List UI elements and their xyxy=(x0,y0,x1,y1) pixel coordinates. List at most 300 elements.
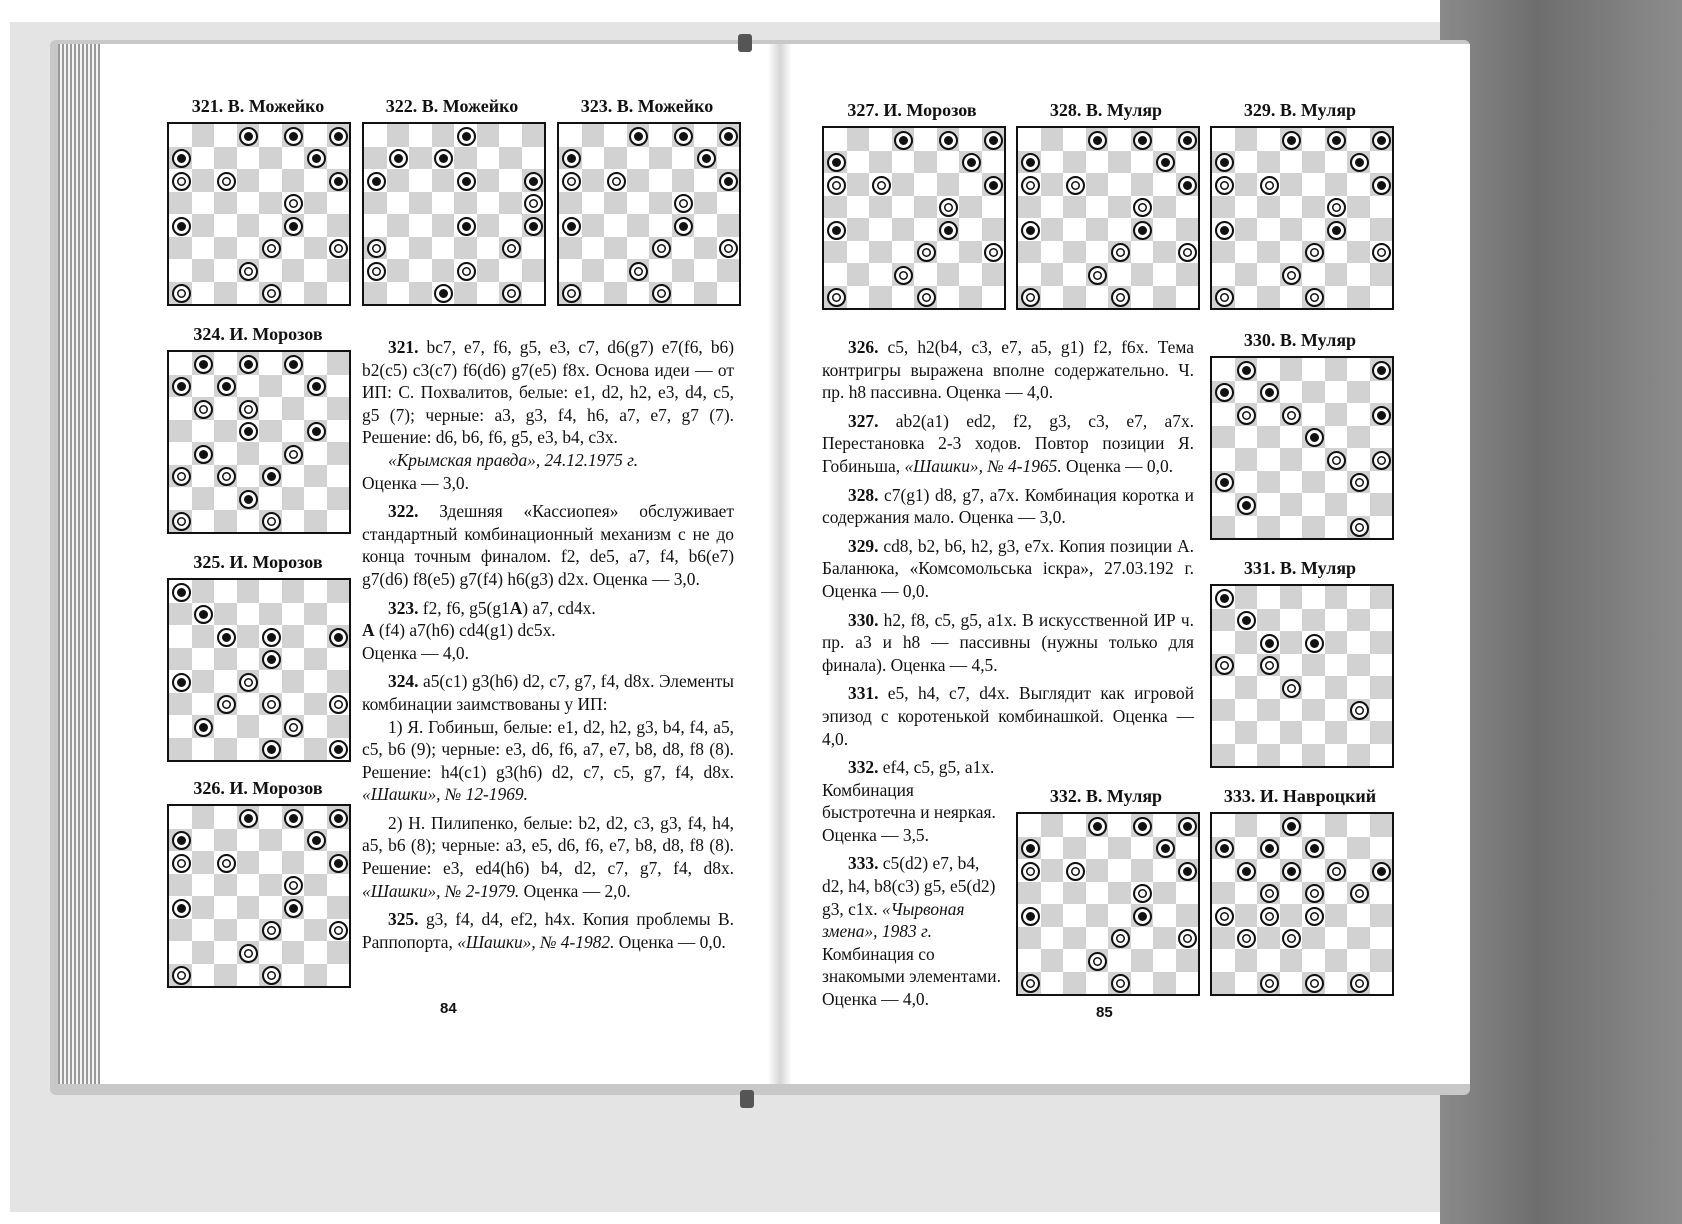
board-square xyxy=(1212,586,1235,609)
black-checker-icon xyxy=(457,127,476,146)
board-square xyxy=(1302,927,1325,950)
board-square xyxy=(259,625,282,648)
diagram-title-330: 330. В. Муляр xyxy=(1243,330,1357,350)
board-square xyxy=(1257,493,1280,516)
white-checker-icon xyxy=(1237,406,1256,425)
board-square xyxy=(169,806,192,829)
board-square xyxy=(1063,196,1086,219)
board-square xyxy=(1280,381,1303,404)
board-square xyxy=(627,237,650,260)
board-square xyxy=(237,919,260,942)
black-checker-icon xyxy=(1282,131,1301,150)
solution-body: ab2(a1) ed2, f2, g3, c3, e7, a7x. Перестановка 2-3 ходов. Повтор позиции Я. Гобиньша, xyxy=(822,410,1194,476)
white-checker-icon xyxy=(1215,907,1234,926)
board-square xyxy=(169,147,192,170)
board-square xyxy=(914,196,937,219)
board-square xyxy=(1153,151,1176,174)
white-checker-icon xyxy=(1066,862,1085,881)
board-square xyxy=(259,851,282,874)
board-square xyxy=(1235,837,1258,860)
board-square xyxy=(522,282,545,305)
board-square xyxy=(192,147,215,170)
board-square xyxy=(1235,721,1258,744)
board-square xyxy=(387,147,410,170)
board-square xyxy=(1086,814,1109,837)
board-square xyxy=(1280,128,1303,151)
board-square xyxy=(364,237,387,260)
board-square xyxy=(1347,676,1370,699)
board-square xyxy=(327,124,350,147)
board-square xyxy=(259,738,282,761)
board-square xyxy=(1235,676,1258,699)
board-square xyxy=(169,625,192,648)
board-square xyxy=(1347,949,1370,972)
board-square xyxy=(327,487,350,510)
board-square xyxy=(237,806,260,829)
board-332 xyxy=(1016,812,1200,996)
board-square xyxy=(1280,631,1303,654)
black-checker-icon xyxy=(1305,839,1324,858)
board-square xyxy=(582,282,605,305)
board-square xyxy=(1280,837,1303,860)
board-square xyxy=(327,169,350,192)
board-square xyxy=(259,693,282,716)
board-square xyxy=(1370,721,1393,744)
board-square xyxy=(1176,927,1199,950)
board-square xyxy=(1347,403,1370,426)
board-square xyxy=(672,282,695,305)
board-square xyxy=(477,192,500,215)
board-square xyxy=(192,648,215,671)
board-square xyxy=(304,510,327,533)
board-square xyxy=(192,169,215,192)
score: Комбинация со знакомыми элементами. Оценка — 4,0. xyxy=(822,943,1001,1009)
board-321 xyxy=(167,122,351,306)
board-square xyxy=(237,192,260,215)
board-square xyxy=(454,259,477,282)
board-square xyxy=(1086,859,1109,882)
black-checker-icon xyxy=(194,355,213,374)
black-checker-icon xyxy=(194,718,213,737)
white-checker-icon xyxy=(262,966,281,985)
board-square xyxy=(214,829,237,852)
solution-number: 329. xyxy=(848,535,879,556)
board-square xyxy=(1302,381,1325,404)
board-square xyxy=(499,282,522,305)
solution-number: 331. xyxy=(848,683,879,704)
board-square xyxy=(237,874,260,897)
board-square xyxy=(1325,151,1348,174)
board-square xyxy=(1131,173,1154,196)
board-square xyxy=(214,259,237,282)
board-square xyxy=(1370,196,1393,219)
board-square xyxy=(1302,218,1325,241)
board-square xyxy=(282,124,305,147)
board-square xyxy=(1347,128,1370,151)
board-square xyxy=(1235,972,1258,995)
board-square xyxy=(982,218,1005,241)
board-square xyxy=(1302,586,1325,609)
board-square xyxy=(237,851,260,874)
board-square xyxy=(1280,654,1303,677)
white-checker-icon xyxy=(239,400,258,419)
board-square xyxy=(1176,904,1199,927)
board-square xyxy=(1086,904,1109,927)
board-square xyxy=(169,851,192,874)
board-square xyxy=(214,941,237,964)
board-square xyxy=(1235,654,1258,677)
solution-325 xyxy=(362,908,734,953)
white-checker-icon xyxy=(284,194,303,213)
board-square xyxy=(1235,358,1258,381)
white-checker-icon xyxy=(1133,884,1152,903)
board-square xyxy=(1370,631,1393,654)
board-square xyxy=(1347,654,1370,677)
black-checker-icon xyxy=(1133,817,1152,836)
black-checker-icon xyxy=(172,149,191,168)
board-square xyxy=(282,603,305,626)
board-square xyxy=(1176,218,1199,241)
board-square xyxy=(1280,516,1303,539)
board-square xyxy=(282,648,305,671)
board-square xyxy=(649,282,672,305)
black-checker-icon xyxy=(1372,131,1391,150)
board-square xyxy=(282,192,305,215)
board-square xyxy=(1302,358,1325,381)
black-checker-icon xyxy=(457,217,476,236)
board-square xyxy=(672,259,695,282)
board-square xyxy=(604,169,627,192)
board-square xyxy=(627,259,650,282)
board-square xyxy=(937,263,960,286)
board-square xyxy=(1257,882,1280,905)
page-number-left: 84 xyxy=(440,1000,457,1017)
board-square xyxy=(192,625,215,648)
board-square xyxy=(1280,471,1303,494)
board-square xyxy=(1086,882,1109,905)
board-square xyxy=(1018,241,1041,264)
white-checker-icon xyxy=(217,172,236,191)
board-square xyxy=(1235,381,1258,404)
page-stack xyxy=(58,44,100,1084)
board-square xyxy=(1370,173,1393,196)
board-square xyxy=(304,169,327,192)
board-square xyxy=(214,693,237,716)
white-checker-icon xyxy=(329,921,348,940)
board-square xyxy=(327,465,350,488)
white-checker-icon xyxy=(1327,862,1346,881)
solution-number: 325. xyxy=(388,909,419,930)
board-square xyxy=(1370,586,1393,609)
board-square xyxy=(327,851,350,874)
board-square xyxy=(1176,173,1199,196)
board-square xyxy=(1176,882,1199,905)
board-square xyxy=(237,510,260,533)
black-checker-icon xyxy=(827,221,846,240)
board-square xyxy=(192,829,215,852)
board-square xyxy=(364,192,387,215)
board-square xyxy=(1235,814,1258,837)
board-square xyxy=(1153,814,1176,837)
board-square xyxy=(824,173,847,196)
white-checker-icon xyxy=(1350,518,1369,537)
board-square xyxy=(304,420,327,443)
board-square xyxy=(409,214,432,237)
board-square xyxy=(824,218,847,241)
board-square xyxy=(627,124,650,147)
board-square xyxy=(192,693,215,716)
board-square xyxy=(1018,151,1041,174)
black-checker-icon xyxy=(1156,839,1175,858)
board-square xyxy=(1131,859,1154,882)
board-square xyxy=(1108,904,1131,927)
white-checker-icon xyxy=(1111,929,1130,948)
white-checker-icon xyxy=(939,198,958,217)
black-checker-icon xyxy=(1178,817,1197,836)
board-square xyxy=(604,192,627,215)
board-square xyxy=(1018,196,1041,219)
board-square xyxy=(1257,263,1280,286)
board-square xyxy=(1302,448,1325,471)
board-square xyxy=(582,124,605,147)
board-square xyxy=(1257,403,1280,426)
board-square xyxy=(282,851,305,874)
board-square xyxy=(282,625,305,648)
board-square xyxy=(892,218,915,241)
board-square xyxy=(237,237,260,260)
black-checker-icon xyxy=(1372,406,1391,425)
board-square xyxy=(409,192,432,215)
board-square xyxy=(1325,814,1348,837)
board-square xyxy=(169,282,192,305)
white-checker-icon xyxy=(1237,929,1256,948)
board-square xyxy=(1325,927,1348,950)
board-square xyxy=(559,192,582,215)
board-square xyxy=(1176,241,1199,264)
board-square xyxy=(1176,949,1199,972)
board-square xyxy=(982,263,1005,286)
board-square xyxy=(169,192,192,215)
board-square xyxy=(169,237,192,260)
score: Оценка — 0,0. xyxy=(1061,455,1174,476)
white-checker-icon xyxy=(1021,862,1040,881)
board-square xyxy=(1108,218,1131,241)
board-square xyxy=(237,124,260,147)
board-square xyxy=(1086,263,1109,286)
board-square xyxy=(1347,882,1370,905)
white-checker-icon xyxy=(1372,451,1391,470)
board-square xyxy=(1302,471,1325,494)
board-square xyxy=(192,964,215,987)
board-square xyxy=(1063,949,1086,972)
board-square xyxy=(1370,904,1393,927)
black-checker-icon xyxy=(697,149,716,168)
black-checker-icon xyxy=(524,217,543,236)
board-square xyxy=(169,259,192,282)
white-checker-icon xyxy=(172,854,191,873)
black-checker-icon xyxy=(1088,131,1107,150)
board-square xyxy=(1257,904,1280,927)
board-square xyxy=(1212,516,1235,539)
black-checker-icon xyxy=(524,172,543,191)
board-square xyxy=(1280,426,1303,449)
board-square xyxy=(1018,904,1041,927)
board-square xyxy=(914,241,937,264)
board-square xyxy=(1325,196,1348,219)
solution-body: Здешняя «Кассиопея» обслуживает стандартный комбинационный механизм с не до конца точным финалом. f2, de5, a7, f4, b6(e7) g7(d6) f8(e5) g7(f4) h6(g3) d2x. Оценка — 3,0. xyxy=(362,501,734,589)
board-square xyxy=(869,173,892,196)
board-square xyxy=(1235,151,1258,174)
board-square xyxy=(214,442,237,465)
board-square xyxy=(1370,218,1393,241)
board-square xyxy=(649,259,672,282)
board-323 xyxy=(557,122,741,306)
board-square xyxy=(169,670,192,693)
board-square xyxy=(192,738,215,761)
board-square xyxy=(1018,263,1041,286)
board-square xyxy=(1235,859,1258,882)
board-326 xyxy=(167,804,351,988)
board-square xyxy=(559,214,582,237)
black-checker-icon xyxy=(1215,473,1234,492)
board-square xyxy=(214,874,237,897)
white-checker-icon xyxy=(1260,176,1279,195)
board-square xyxy=(1212,631,1235,654)
board-square xyxy=(1257,859,1280,882)
board-square xyxy=(1280,263,1303,286)
board-square xyxy=(847,241,870,264)
board-square xyxy=(282,896,305,919)
white-checker-icon xyxy=(1282,406,1301,425)
solution-number: 332. xyxy=(848,757,879,777)
board-square xyxy=(1086,837,1109,860)
board-square xyxy=(937,151,960,174)
board-square xyxy=(522,147,545,170)
board-square xyxy=(387,237,410,260)
board-square xyxy=(169,874,192,897)
board-square xyxy=(1347,173,1370,196)
board-square xyxy=(1063,837,1086,860)
board-square xyxy=(304,829,327,852)
source-citation: «Шашки», № 2-1979. xyxy=(362,880,520,901)
solution-number: 330. xyxy=(848,609,879,630)
white-checker-icon xyxy=(239,673,258,692)
board-square xyxy=(604,282,627,305)
board-square xyxy=(1370,654,1393,677)
board-square xyxy=(282,237,305,260)
board-square xyxy=(1347,381,1370,404)
board-square xyxy=(282,919,305,942)
black-checker-icon xyxy=(194,605,213,624)
board-square xyxy=(1235,493,1258,516)
black-checker-icon xyxy=(284,809,303,828)
board-square xyxy=(1325,699,1348,722)
board-square xyxy=(477,147,500,170)
board-square xyxy=(237,169,260,192)
board-square xyxy=(1235,448,1258,471)
board-square xyxy=(327,941,350,964)
board-square xyxy=(982,196,1005,219)
binding-clip-bottom xyxy=(740,1090,754,1108)
board-square xyxy=(327,896,350,919)
black-checker-icon xyxy=(284,899,303,918)
black-checker-icon xyxy=(329,854,348,873)
white-checker-icon xyxy=(329,695,348,714)
board-square xyxy=(214,738,237,761)
board-square xyxy=(1257,609,1280,632)
white-checker-icon xyxy=(827,288,846,307)
board-square xyxy=(1302,882,1325,905)
board-square xyxy=(1212,814,1235,837)
board-square xyxy=(169,397,192,420)
black-checker-icon xyxy=(329,628,348,647)
board-square xyxy=(169,580,192,603)
board-square xyxy=(1018,859,1041,882)
board-square xyxy=(304,603,327,626)
board-square xyxy=(1257,721,1280,744)
source-citation: «Шашки», № 4-1982. xyxy=(457,931,615,952)
board-square xyxy=(717,147,740,170)
solution-322 xyxy=(362,500,734,590)
board-square xyxy=(1302,403,1325,426)
board-square xyxy=(1176,814,1199,837)
board-square xyxy=(1370,882,1393,905)
board-square xyxy=(1280,286,1303,309)
variant-mark: A xyxy=(509,597,523,618)
diagram-title-321: 321. В. Можейко xyxy=(191,96,325,116)
board-square xyxy=(499,214,522,237)
right-text-column-bottom xyxy=(822,756,1002,1017)
white-checker-icon xyxy=(719,239,738,258)
black-checker-icon xyxy=(217,628,236,647)
board-square xyxy=(869,263,892,286)
board-square xyxy=(892,263,915,286)
board-square xyxy=(237,442,260,465)
score: Оценка — 4,0. xyxy=(362,642,469,663)
board-square xyxy=(582,237,605,260)
board-square xyxy=(282,259,305,282)
board-329 xyxy=(1210,126,1394,310)
board-square xyxy=(1131,218,1154,241)
board-square xyxy=(192,375,215,398)
white-checker-icon xyxy=(1088,266,1107,285)
board-square xyxy=(282,738,305,761)
board-square xyxy=(1370,403,1393,426)
board-square xyxy=(282,214,305,237)
white-checker-icon xyxy=(1215,288,1234,307)
board-square xyxy=(1041,814,1064,837)
board-square xyxy=(1347,837,1370,860)
board-square xyxy=(259,169,282,192)
board-square xyxy=(477,259,500,282)
board-square xyxy=(982,286,1005,309)
board-square xyxy=(192,896,215,919)
black-checker-icon xyxy=(1178,862,1197,881)
board-square xyxy=(1153,882,1176,905)
board-square xyxy=(1176,286,1199,309)
black-checker-icon xyxy=(284,217,303,236)
board-square xyxy=(169,919,192,942)
board-square xyxy=(259,375,282,398)
board-square xyxy=(522,192,545,215)
board-square xyxy=(409,147,432,170)
board-square xyxy=(649,147,672,170)
page-number-right: 85 xyxy=(1096,1004,1113,1021)
solution-body: e5, h4, c7, d4x. Выглядит как игровой эпизод с коротенькой комбинашкой. Оценка — 4,0. xyxy=(822,683,1194,749)
white-checker-icon xyxy=(827,176,846,195)
black-checker-icon xyxy=(1021,153,1040,172)
board-square xyxy=(214,465,237,488)
